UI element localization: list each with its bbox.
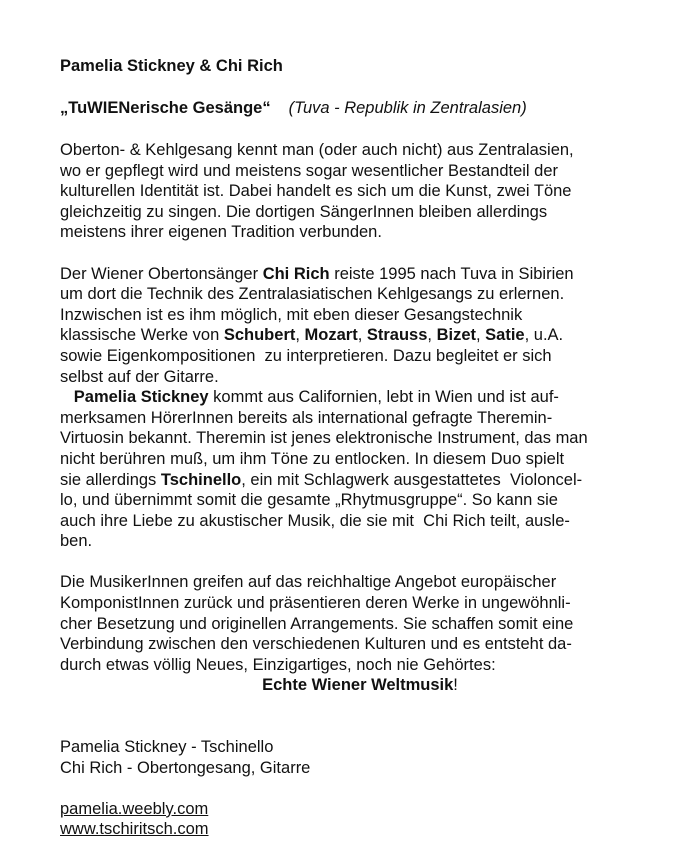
instrument-name: Tschinello	[160, 470, 242, 489]
document-page	[60, 56, 660, 840]
text-line: cher Besetzung und originellen Arrangements. Sie schaffen somit eine	[60, 614, 574, 633]
credit-line: Chi Rich - Obertongesang, Gitarre	[60, 758, 311, 777]
musicians-paragraph	[60, 572, 660, 696]
text-line: Oberton- & Kehlgesang kennt man (oder auch nicht) aus Zentralasien,	[60, 141, 574, 159]
artist-name: Chi Rich	[262, 264, 330, 283]
program-title-line	[60, 98, 660, 118]
text-span: , ein mit Schlagwerk ausgestattetes Violoncel-	[241, 470, 583, 489]
text-line: ben.	[60, 532, 93, 551]
text-line: Virtuosin bekannt. Theremin ist jenes elektronische Instrument, das man	[60, 429, 588, 448]
composer-name: Bizet	[436, 326, 476, 345]
text-line	[60, 325, 660, 346]
text-span: , u.A.	[524, 326, 564, 345]
text-line: meistens ihrer eigenen Tradition verbunden.	[60, 223, 382, 242]
slogan-punctuation: !	[453, 676, 458, 695]
text-span: reiste 1995 nach Tuva in Sibirien	[329, 264, 574, 283]
artists-paragraph	[60, 264, 660, 552]
text-line: Die MusikerInnen greifen auf das reichhaltige Angebot europäischer	[60, 573, 557, 592]
text-span: ,	[295, 326, 305, 345]
link-pamelia-weebly[interactable]: pamelia.weebly.com	[60, 799, 209, 818]
text-span: ,	[476, 326, 486, 345]
link-tschiritsch[interactable]: www.tschiritsch.com	[60, 820, 209, 839]
text-span: Der Wiener Obertonsänger	[60, 264, 263, 283]
program-subtitle: (Tuva - Republik in Zentralasien)	[288, 99, 527, 117]
text-span: ,	[357, 326, 367, 345]
text-line	[60, 264, 660, 285]
text-line: Inzwischen ist es ihm möglich, mit eben dieser Gesangstechnik	[60, 305, 523, 324]
text-line: KomponistInnen zurück und präsentieren deren Werke in ungewöhnli-	[60, 594, 571, 613]
text-span: ,	[427, 326, 437, 345]
text-span: kommt aus Californien, lebt in Wien und ist auf-	[208, 388, 559, 407]
text-line	[60, 470, 660, 491]
text-line: gleichzeitig zu singen. Die dortigen SängerInnen bleiben allerdings	[60, 202, 548, 221]
text-span: sie allerdings	[60, 470, 161, 489]
credits	[60, 737, 660, 778]
composer-name: Satie	[485, 326, 525, 345]
text-line: wo er gepflegt wird und meistens sogar wesentlicher Bestandteil der	[60, 161, 559, 180]
text-line: nicht berühren muß, um ihm Töne zu entlocken. In diesem Duo spielt	[60, 449, 565, 468]
links	[60, 799, 660, 840]
credit-line: Pamelia Stickney - Tschinello	[60, 738, 274, 757]
text-line	[60, 387, 660, 408]
text-line: selbst auf der Gitarre.	[60, 367, 219, 386]
text-line: sowie Eigenkompositionen zu interpretieren. Dazu begleitet er sich	[60, 346, 552, 365]
composer-name: Strauss	[366, 326, 428, 345]
text-line: durch etwas völlig Neues, Einzigartiges, noch nie Gehörtes:	[60, 655, 496, 674]
document-title: Pamelia Stickney & Chi Rich	[60, 57, 283, 75]
intro-paragraph	[60, 140, 660, 243]
text-line: auch ihre Liebe zu akustischer Musik, die sie mit Chi Rich teilt, ausle-	[60, 511, 570, 530]
program-title: „TuWIENerische Gesänge“	[60, 99, 271, 117]
text-line: merksamen HörerInnen bereits als international gefragte Theremin-	[60, 408, 553, 427]
text-span	[60, 388, 74, 406]
text-span: klassische Werke von	[60, 326, 224, 345]
text-line: kulturellen Identität ist. Dabei handelt es sich um die Kunst, zwei Töne	[60, 182, 572, 201]
text-line: lo, und übernimmt somit die gesamte „Rhytmusgruppe“. So kann sie	[60, 491, 558, 510]
composer-name: Mozart	[304, 326, 358, 345]
slogan	[60, 675, 660, 696]
text-line: Verbindung zwischen den verschiedenen Kulturen und es entsteht da-	[60, 635, 572, 654]
text-line: um dort die Technik des Zentralasiatischen Kehlgesangs zu erlernen.	[60, 285, 565, 304]
slogan-text: Echte Wiener Weltmusik	[262, 676, 454, 695]
composer-name: Schubert	[223, 326, 296, 345]
artist-name: Pamelia Stickney	[73, 388, 209, 407]
